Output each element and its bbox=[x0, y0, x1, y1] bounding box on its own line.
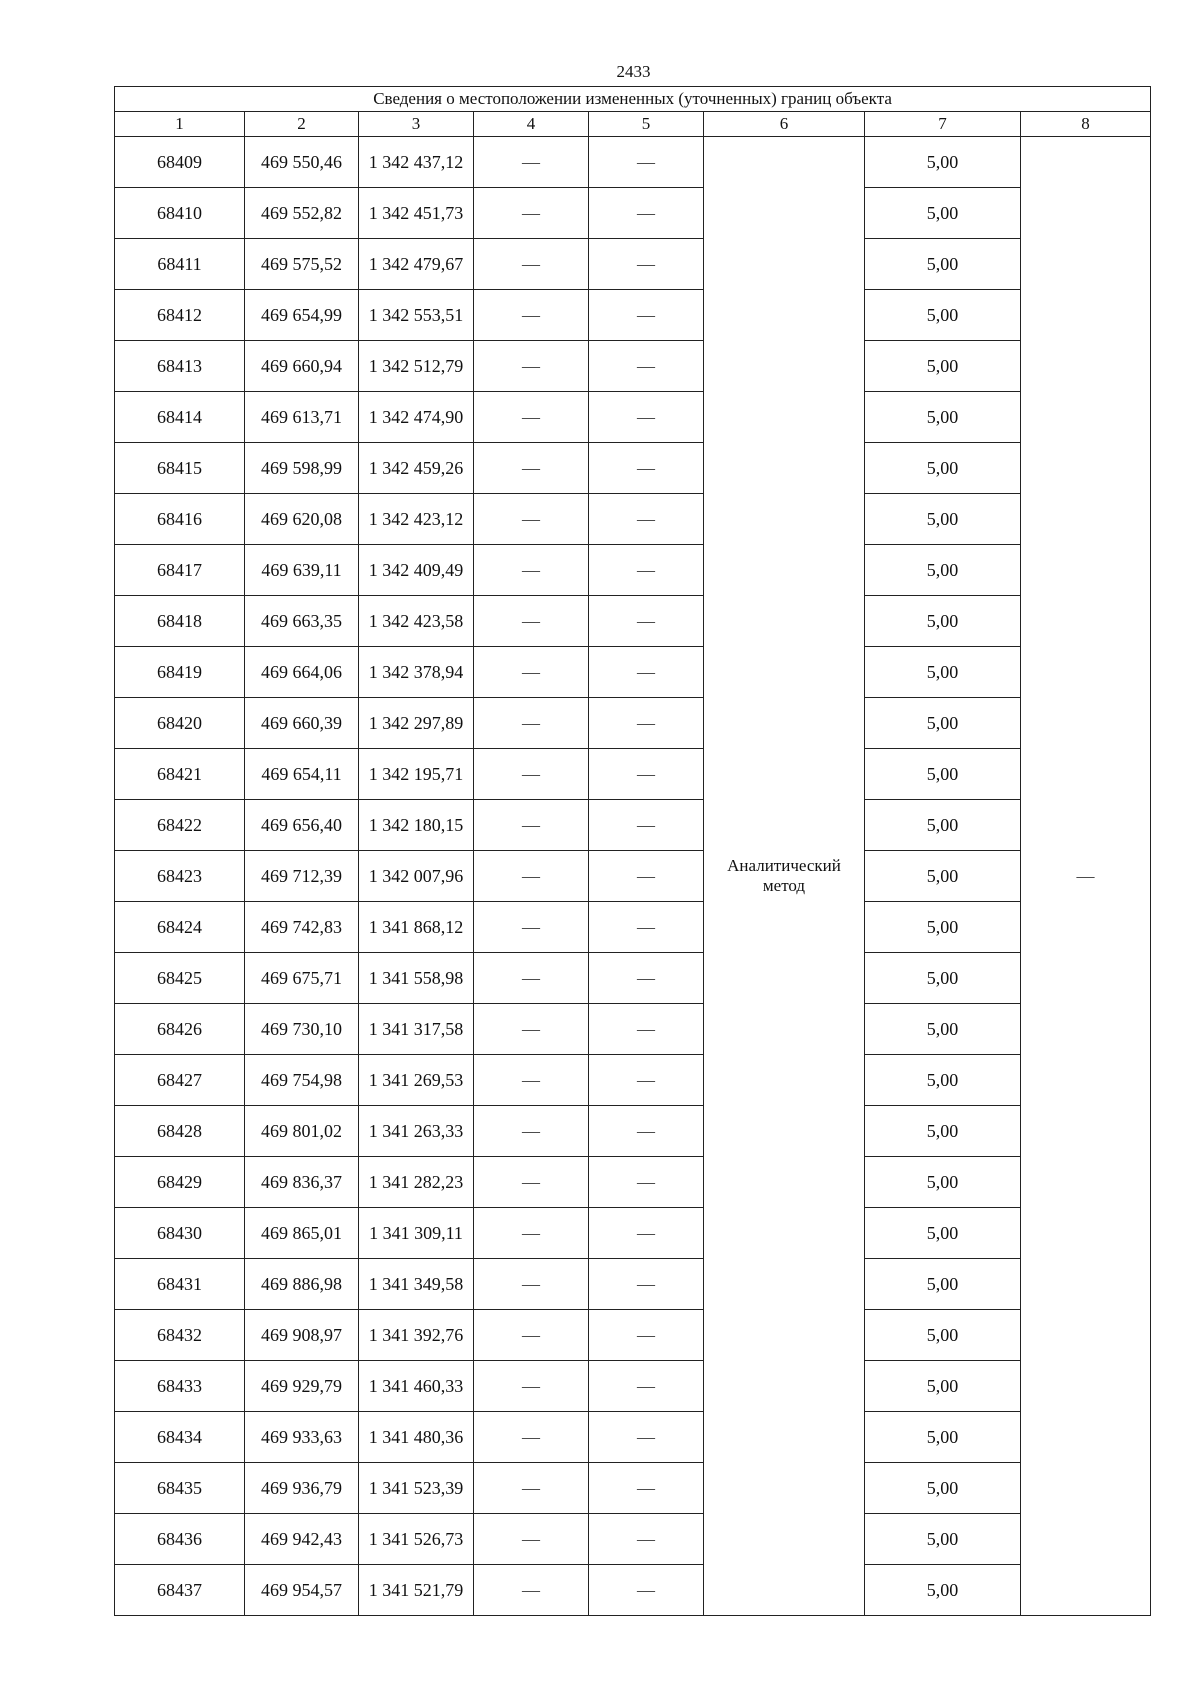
point-number-cell: 68415 bbox=[115, 443, 245, 494]
y-coordinate-cell: 1 341 263,33 bbox=[359, 1106, 474, 1157]
column-5-cell: — bbox=[589, 1259, 704, 1310]
accuracy-cell: 5,00 bbox=[865, 1514, 1021, 1565]
y-coordinate-cell: 1 341 868,12 bbox=[359, 902, 474, 953]
column-4-cell: — bbox=[474, 239, 589, 290]
table-row bbox=[115, 953, 1151, 1004]
column-4-cell: — bbox=[474, 1157, 589, 1208]
column-4-cell: — bbox=[474, 188, 589, 239]
accuracy-cell: 5,00 bbox=[865, 953, 1021, 1004]
y-coordinate-cell: 1 342 423,58 bbox=[359, 596, 474, 647]
point-number-cell: 68425 bbox=[115, 953, 245, 1004]
point-number-cell: 68432 bbox=[115, 1310, 245, 1361]
x-coordinate-cell: 469 639,11 bbox=[245, 545, 359, 596]
x-coordinate-cell: 469 654,99 bbox=[245, 290, 359, 341]
column-4-cell: — bbox=[474, 851, 589, 902]
x-coordinate-cell: 469 654,11 bbox=[245, 749, 359, 800]
accuracy-cell: 5,00 bbox=[865, 647, 1021, 698]
accuracy-cell: 5,00 bbox=[865, 392, 1021, 443]
accuracy-cell: 5,00 bbox=[865, 341, 1021, 392]
x-coordinate-cell: 469 613,71 bbox=[245, 392, 359, 443]
x-coordinate-cell: 469 620,08 bbox=[245, 494, 359, 545]
y-coordinate-cell: 1 342 512,79 bbox=[359, 341, 474, 392]
column-number-row bbox=[115, 112, 1151, 137]
y-coordinate-cell: 1 341 269,53 bbox=[359, 1055, 474, 1106]
point-number-cell: 68429 bbox=[115, 1157, 245, 1208]
table-row bbox=[115, 800, 1151, 851]
column-number: 6 bbox=[704, 112, 865, 137]
point-number-cell: 68435 bbox=[115, 1463, 245, 1514]
y-coordinate-cell: 1 342 297,89 bbox=[359, 698, 474, 749]
accuracy-cell: 5,00 bbox=[865, 545, 1021, 596]
table-row bbox=[115, 545, 1151, 596]
column-5-cell: — bbox=[589, 1157, 704, 1208]
point-number-cell: 68421 bbox=[115, 749, 245, 800]
x-coordinate-cell: 469 575,52 bbox=[245, 239, 359, 290]
table-row bbox=[115, 1412, 1151, 1463]
table-row bbox=[115, 494, 1151, 545]
table-row bbox=[115, 851, 1151, 902]
column-4-cell: — bbox=[474, 953, 589, 1004]
column-number: 8 bbox=[1021, 112, 1151, 137]
accuracy-cell: 5,00 bbox=[865, 800, 1021, 851]
column-4-cell: — bbox=[474, 443, 589, 494]
column-4-cell: — bbox=[474, 1412, 589, 1463]
accuracy-cell: 5,00 bbox=[865, 596, 1021, 647]
point-number-cell: 68423 bbox=[115, 851, 245, 902]
accuracy-cell: 5,00 bbox=[865, 902, 1021, 953]
column-5-cell: — bbox=[589, 1514, 704, 1565]
accuracy-cell: 5,00 bbox=[865, 1463, 1021, 1514]
table-row bbox=[115, 1157, 1151, 1208]
y-coordinate-cell: 1 342 423,12 bbox=[359, 494, 474, 545]
column-5-cell: — bbox=[589, 1106, 704, 1157]
column-5-cell: — bbox=[589, 239, 704, 290]
table-row bbox=[115, 239, 1151, 290]
point-number-cell: 68409 bbox=[115, 137, 245, 188]
y-coordinate-cell: 1 342 451,73 bbox=[359, 188, 474, 239]
column-5-cell: — bbox=[589, 494, 704, 545]
accuracy-cell: 5,00 bbox=[865, 239, 1021, 290]
column-5-cell: — bbox=[589, 137, 704, 188]
x-coordinate-cell: 469 598,99 bbox=[245, 443, 359, 494]
point-number-cell: 68414 bbox=[115, 392, 245, 443]
x-coordinate-cell: 469 660,94 bbox=[245, 341, 359, 392]
column-5-cell: — bbox=[589, 698, 704, 749]
table-body bbox=[115, 137, 1151, 1616]
column-5-cell: — bbox=[589, 902, 704, 953]
point-number-cell: 68427 bbox=[115, 1055, 245, 1106]
accuracy-cell: 5,00 bbox=[865, 1157, 1021, 1208]
column-5-cell: — bbox=[589, 647, 704, 698]
x-coordinate-cell: 469 954,57 bbox=[245, 1565, 359, 1616]
y-coordinate-cell: 1 341 282,23 bbox=[359, 1157, 474, 1208]
method-line-1: Аналитический bbox=[727, 856, 841, 875]
table-row bbox=[115, 1463, 1151, 1514]
column-8-cell: — bbox=[1021, 137, 1151, 1616]
y-coordinate-cell: 1 342 553,51 bbox=[359, 290, 474, 341]
accuracy-cell: 5,00 bbox=[865, 851, 1021, 902]
point-number-cell: 68413 bbox=[115, 341, 245, 392]
accuracy-cell: 5,00 bbox=[865, 1106, 1021, 1157]
point-number-cell: 68420 bbox=[115, 698, 245, 749]
table-row bbox=[115, 902, 1151, 953]
column-4-cell: — bbox=[474, 1565, 589, 1616]
accuracy-cell: 5,00 bbox=[865, 1004, 1021, 1055]
column-4-cell: — bbox=[474, 1514, 589, 1565]
x-coordinate-cell: 469 865,01 bbox=[245, 1208, 359, 1259]
table-row bbox=[115, 1565, 1151, 1616]
x-coordinate-cell: 469 908,97 bbox=[245, 1310, 359, 1361]
x-coordinate-cell: 469 754,98 bbox=[245, 1055, 359, 1106]
y-coordinate-cell: 1 342 459,26 bbox=[359, 443, 474, 494]
column-5-cell: — bbox=[589, 1208, 704, 1259]
point-number-cell: 68433 bbox=[115, 1361, 245, 1412]
accuracy-cell: 5,00 bbox=[865, 1412, 1021, 1463]
column-number: 1 bbox=[115, 112, 245, 137]
point-number-cell: 68428 bbox=[115, 1106, 245, 1157]
column-5-cell: — bbox=[589, 392, 704, 443]
table-row bbox=[115, 1514, 1151, 1565]
accuracy-cell: 5,00 bbox=[865, 1208, 1021, 1259]
column-4-cell: — bbox=[474, 1106, 589, 1157]
column-5-cell: — bbox=[589, 596, 704, 647]
table-row bbox=[115, 137, 1151, 188]
column-5-cell: — bbox=[589, 749, 704, 800]
accuracy-cell: 5,00 bbox=[865, 1565, 1021, 1616]
table-row bbox=[115, 188, 1151, 239]
table-row bbox=[115, 341, 1151, 392]
column-5-cell: — bbox=[589, 1463, 704, 1514]
column-4-cell: — bbox=[474, 800, 589, 851]
accuracy-cell: 5,00 bbox=[865, 1361, 1021, 1412]
table-row bbox=[115, 1106, 1151, 1157]
column-5-cell: — bbox=[589, 953, 704, 1004]
point-number-cell: 68412 bbox=[115, 290, 245, 341]
column-number: 5 bbox=[589, 112, 704, 137]
column-5-cell: — bbox=[589, 341, 704, 392]
accuracy-cell: 5,00 bbox=[865, 188, 1021, 239]
x-coordinate-cell: 469 552,82 bbox=[245, 188, 359, 239]
column-4-cell: — bbox=[474, 392, 589, 443]
accuracy-cell: 5,00 bbox=[865, 749, 1021, 800]
y-coordinate-cell: 1 342 474,90 bbox=[359, 392, 474, 443]
column-4-cell: — bbox=[474, 1463, 589, 1514]
table-row bbox=[115, 596, 1151, 647]
column-5-cell: — bbox=[589, 800, 704, 851]
column-number: 3 bbox=[359, 112, 474, 137]
column-4-cell: — bbox=[474, 341, 589, 392]
column-4-cell: — bbox=[474, 545, 589, 596]
point-number-cell: 68426 bbox=[115, 1004, 245, 1055]
column-5-cell: — bbox=[589, 443, 704, 494]
x-coordinate-cell: 469 550,46 bbox=[245, 137, 359, 188]
accuracy-cell: 5,00 bbox=[865, 1310, 1021, 1361]
y-coordinate-cell: 1 341 349,58 bbox=[359, 1259, 474, 1310]
accuracy-cell: 5,00 bbox=[865, 494, 1021, 545]
table-row bbox=[115, 1055, 1151, 1106]
table-row bbox=[115, 1259, 1151, 1310]
y-coordinate-cell: 1 342 180,15 bbox=[359, 800, 474, 851]
column-4-cell: — bbox=[474, 698, 589, 749]
page-number: 2433 bbox=[616, 62, 651, 81]
accuracy-cell: 5,00 bbox=[865, 1055, 1021, 1106]
column-5-cell: — bbox=[589, 1361, 704, 1412]
column-4-cell: — bbox=[474, 1259, 589, 1310]
y-coordinate-cell: 1 342 378,94 bbox=[359, 647, 474, 698]
table-title: Сведения о местоположении измененных (уточненных) границ объекта bbox=[115, 87, 1151, 112]
point-number-cell: 68437 bbox=[115, 1565, 245, 1616]
column-5-cell: — bbox=[589, 1565, 704, 1616]
y-coordinate-cell: 1 342 007,96 bbox=[359, 851, 474, 902]
x-coordinate-cell: 469 664,06 bbox=[245, 647, 359, 698]
y-coordinate-cell: 1 342 195,71 bbox=[359, 749, 474, 800]
y-coordinate-cell: 1 341 558,98 bbox=[359, 953, 474, 1004]
column-5-cell: — bbox=[589, 1055, 704, 1106]
boundary-coordinates-table bbox=[114, 86, 1151, 1616]
x-coordinate-cell: 469 886,98 bbox=[245, 1259, 359, 1310]
table-row bbox=[115, 749, 1151, 800]
column-5-cell: — bbox=[589, 1004, 704, 1055]
column-4-cell: — bbox=[474, 1208, 589, 1259]
column-4-cell: — bbox=[474, 749, 589, 800]
y-coordinate-cell: 1 341 523,39 bbox=[359, 1463, 474, 1514]
point-number-cell: 68411 bbox=[115, 239, 245, 290]
point-number-cell: 68422 bbox=[115, 800, 245, 851]
accuracy-cell: 5,00 bbox=[865, 1259, 1021, 1310]
column-4-cell: — bbox=[474, 902, 589, 953]
y-coordinate-cell: 1 341 521,79 bbox=[359, 1565, 474, 1616]
x-coordinate-cell: 469 675,71 bbox=[245, 953, 359, 1004]
x-coordinate-cell: 469 936,79 bbox=[245, 1463, 359, 1514]
column-4-cell: — bbox=[474, 137, 589, 188]
y-coordinate-cell: 1 342 409,49 bbox=[359, 545, 474, 596]
y-coordinate-cell: 1 341 480,36 bbox=[359, 1412, 474, 1463]
point-number-cell: 68418 bbox=[115, 596, 245, 647]
point-number-cell: 68430 bbox=[115, 1208, 245, 1259]
method-cell bbox=[704, 137, 865, 1616]
column-4-cell: — bbox=[474, 1004, 589, 1055]
column-number: 7 bbox=[865, 112, 1021, 137]
column-4-cell: — bbox=[474, 1361, 589, 1412]
table-row bbox=[115, 1310, 1151, 1361]
y-coordinate-cell: 1 342 437,12 bbox=[359, 137, 474, 188]
table-row bbox=[115, 290, 1151, 341]
table-row bbox=[115, 1004, 1151, 1055]
method-line-2: метод bbox=[762, 876, 806, 895]
point-number-cell: 68410 bbox=[115, 188, 245, 239]
point-number-cell: 68434 bbox=[115, 1412, 245, 1463]
table-row bbox=[115, 647, 1151, 698]
y-coordinate-cell: 1 342 479,67 bbox=[359, 239, 474, 290]
accuracy-cell: 5,00 bbox=[865, 443, 1021, 494]
table-row bbox=[115, 1361, 1151, 1412]
y-coordinate-cell: 1 341 309,11 bbox=[359, 1208, 474, 1259]
x-coordinate-cell: 469 836,37 bbox=[245, 1157, 359, 1208]
column-5-cell: — bbox=[589, 1310, 704, 1361]
x-coordinate-cell: 469 712,39 bbox=[245, 851, 359, 902]
column-5-cell: — bbox=[589, 290, 704, 341]
point-number-cell: 68431 bbox=[115, 1259, 245, 1310]
x-coordinate-cell: 469 730,10 bbox=[245, 1004, 359, 1055]
x-coordinate-cell: 469 933,63 bbox=[245, 1412, 359, 1463]
accuracy-cell: 5,00 bbox=[865, 698, 1021, 749]
point-number-cell: 68424 bbox=[115, 902, 245, 953]
y-coordinate-cell: 1 341 460,33 bbox=[359, 1361, 474, 1412]
x-coordinate-cell: 469 801,02 bbox=[245, 1106, 359, 1157]
table-row bbox=[115, 443, 1151, 494]
column-4-cell: — bbox=[474, 596, 589, 647]
x-coordinate-cell: 469 663,35 bbox=[245, 596, 359, 647]
column-5-cell: — bbox=[589, 188, 704, 239]
table-row bbox=[115, 1208, 1151, 1259]
x-coordinate-cell: 469 656,40 bbox=[245, 800, 359, 851]
y-coordinate-cell: 1 341 392,76 bbox=[359, 1310, 474, 1361]
accuracy-cell: 5,00 bbox=[865, 290, 1021, 341]
point-number-cell: 68436 bbox=[115, 1514, 245, 1565]
x-coordinate-cell: 469 929,79 bbox=[245, 1361, 359, 1412]
column-4-cell: — bbox=[474, 1055, 589, 1106]
x-coordinate-cell: 469 942,43 bbox=[245, 1514, 359, 1565]
x-coordinate-cell: 469 660,39 bbox=[245, 698, 359, 749]
column-5-cell: — bbox=[589, 545, 704, 596]
point-number-cell: 68416 bbox=[115, 494, 245, 545]
y-coordinate-cell: 1 341 526,73 bbox=[359, 1514, 474, 1565]
table-row bbox=[115, 392, 1151, 443]
column-5-cell: — bbox=[589, 851, 704, 902]
column-4-cell: — bbox=[474, 290, 589, 341]
column-4-cell: — bbox=[474, 494, 589, 545]
accuracy-cell: 5,00 bbox=[865, 137, 1021, 188]
column-4-cell: — bbox=[474, 1310, 589, 1361]
y-coordinate-cell: 1 341 317,58 bbox=[359, 1004, 474, 1055]
point-number-cell: 68419 bbox=[115, 647, 245, 698]
x-coordinate-cell: 469 742,83 bbox=[245, 902, 359, 953]
column-4-cell: — bbox=[474, 647, 589, 698]
table-row bbox=[115, 698, 1151, 749]
column-5-cell: — bbox=[589, 1412, 704, 1463]
point-number-cell: 68417 bbox=[115, 545, 245, 596]
column-number: 2 bbox=[245, 112, 359, 137]
column-number: 4 bbox=[474, 112, 589, 137]
